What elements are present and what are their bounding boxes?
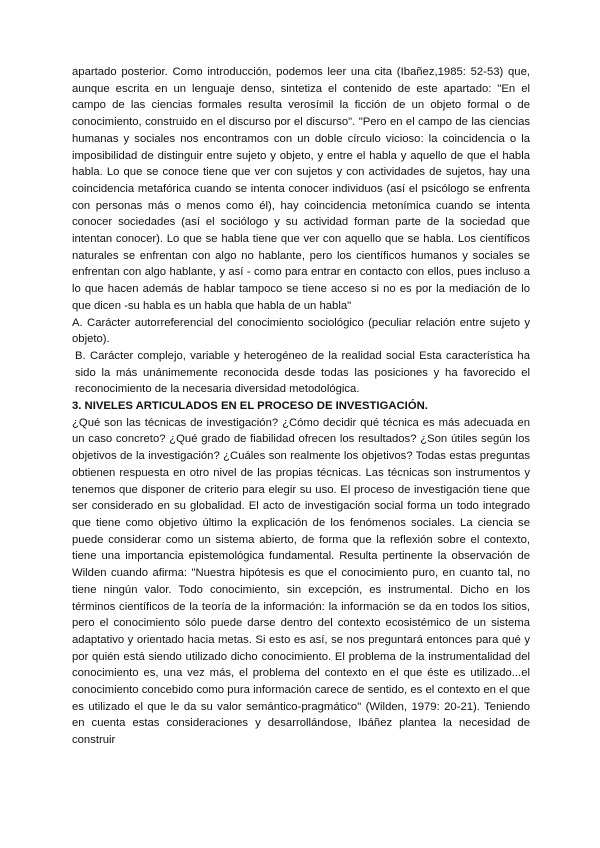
document-page (72, 64, 530, 749)
point-b: B. Carácter complejo, variable y heterogéneo de la realidad social Esta característica ha sido la más unánimemente reconocida desde todas las posiciones y ha favorecido el reconocimiento de la necesaria diversidad metodológica. (75, 349, 530, 396)
intro-paragraph: apartado posterior. Como introducción, podemos leer una cita (Ibañez,1985: 52-53) que, aunque escrita en un lenguaje denso, sintetiza el contenido de este apartado: "En el campo de las ciencias formales resulta verosímil la ficción de un objeto formal o de conocimiento, construido en el discurso por el discurso". "Pero en el campo de las ciencias humanas y sociales nos encontramos con un doble círculo vicioso: la coincidencia o la imposibilidad de distinguir entre sujeto y objeto, y entre el habla y aquello de que el habla habla. Lo que se conoce tiene que ver con sujetos y con actividades de sujetos, hay una coincidencia metafórica cuando se intenta conocer individuos (así el psicólogo se enfrenta con personas más o menos como él), hay coincidencia metonímica cuando se intenta conocer sociedades (así el sociólogo y su actividad forman parte de la sociedad que intentan conocer). Lo que se habla tiene que ver con aquello que se habla. Los científicos naturales se enfrentan con algo no hablante, pero los científicos humanos y sociales se enfrentan con algo hablante, y así - como para entrar en contacto con ellos, pues incluso a lo que hacen además de hablar tampoco se tiene acceso si no es por la mediación de lo que dicen -su habla es un habla que habla de un habla" (72, 66, 530, 312)
section-heading: 3. NIVELES ARTICULADOS EN EL PROCESO DE INVESTIGACIÓN. (72, 400, 428, 413)
point-a: A. Carácter autorreferencial del conocimiento sociológico (peculiar relación entre sujeto y objeto). (72, 316, 530, 346)
section-body: ¿Qué son las técnicas de investigación? ¿Cómo decidir qué técnica es más adecuada en un caso concreto? ¿Qué grado de fiabilidad ofrecen los resultados? ¿Son útiles según los objetivos de la investigación? ¿Cuáles son realmente los objetivos? Todas estas preguntas obtienen respuesta en otro nivel de las propias técnicas. Las técnicas son instrumentos y tenemos que disponer de criterio para elegir su uso. El proceso de investigación tiene que ser considerado en su globalidad. El acto de investigación social forma un todo integrado que tiene como objetivo último la explicación de los fenómenos sociales. La ciencia se puede considerar como un sistema abierto, de forma que la reflexión sobre el contexto, tiene una importancia epistemológica fundamental. Resulta pertinente la observación de Wilden cuando afirma: "Nuestra hipótesis es que el conocimiento puro, en cuanto tal, no tiene ningún valor. Todo conocimiento, sin excepción, es instrumental. Dicho en los términos científicos de la teoría de la información: la información se da en todos los sitios, pero el conocimiento sólo puede darse dentro del contexto ecosistémico de un sistema adaptativo y orientado hacia metas. Si esto es así, se nos preguntará entonces para qué y por quién está siendo utilizado dicho conocimiento. El problema de la instrumentalidad del conocimiento es, una vez más, el problema del contexto en el que éste es utilizado...el conocimiento concebido como pura información carece de sentido, es el contexto en el que es utilizado el que le da su valor semántico-pragmático" (Wilden, 1979: 20-21). Teniendo en cuenta estas consideraciones y desarrollándose, Ibáñez plantea la necesidad de construir (72, 416, 530, 747)
